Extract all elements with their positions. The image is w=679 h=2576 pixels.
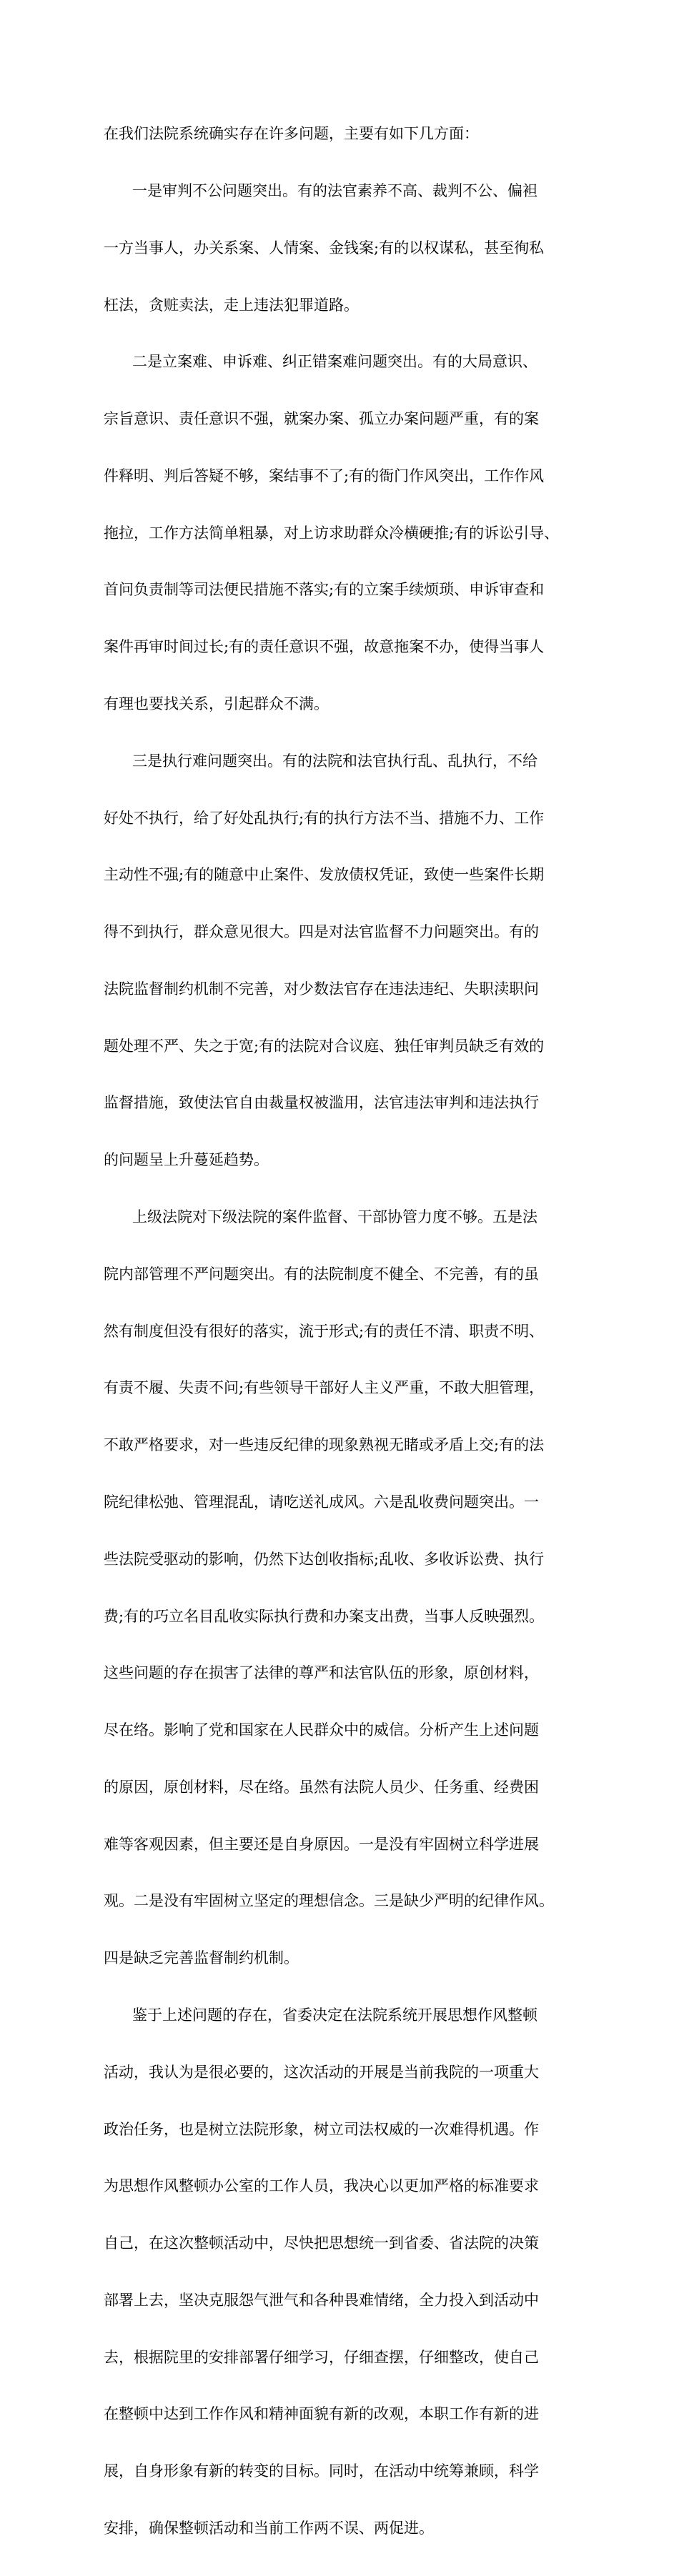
text-line: 在整顿中达到工作作风和精神面貌有新的改观，本职工作有新的进: [104, 2405, 539, 2423]
text-line: 部署上去，坚决克服怨气泄气和各种畏难情绪，全力投入到活动中: [104, 2291, 539, 2309]
text-line: 主动性不强;有的随意中止案件、发放债权凭证，致使一些案件长期: [104, 866, 545, 884]
body-text: [104, 86, 597, 2576]
text-line: 难等客观因素，但主要还是自身原因。一是没有牢固树立科学进展: [104, 1835, 539, 1853]
text-line: 宗旨意识、责任意识不强，就案办案、孤立办案问题严重，有的案: [104, 410, 539, 428]
text-line: 这些问题的存在损害了法律的尊严和法官队伍的形象，原创材料，: [104, 1664, 539, 1682]
text-line: 四是缺乏完善监督制约机制。: [104, 1949, 299, 1967]
text-line: 枉法，贪赃卖法，走上违法犯罪道路。: [104, 296, 359, 314]
text-line: 活动，我认为是很必要的，这次活动的开展是当前我院的一项重大: [104, 2063, 539, 2081]
text-line: 一是审判不公问题突出。有的法官素养不高、裁判不公、偏袒: [104, 181, 538, 199]
text-line: 为思想作风整顿办公室的工作人员，我决心以更加严格的标准要求: [104, 2177, 539, 2195]
text-line: 得不到执行，群众意见很大。四是对法官监督不力问题突出。有的: [104, 923, 539, 941]
text-line: 去，根据院里的安排部署仔细学习，仔细查摆，仔细整改，使自己: [104, 2348, 539, 2366]
text-line: 有责不履、失责不问;有些领导干部好人主义严重，不敢大胆管理，: [104, 1379, 545, 1397]
text-line: 展，自身形象有新的转变的目标。同时，在活动中统筹兼顾，科学: [104, 2462, 539, 2480]
text-line: 尽在络。影响了党和国家在人民群众中的威信。分析产生上述问题: [104, 1721, 539, 1739]
text-line: 一方当事人，办关系案、人情案、金钱案;有的以权谋私，甚至徇私: [104, 239, 545, 257]
text-line: 拖拉，工作方法简单粗暴，对上访求助群众冷横硬推;有的诉讼引导、: [104, 524, 560, 542]
text-line: 院内部管理不严问题突出。有的法院制度不健全、不完善，有的虽: [104, 1265, 539, 1283]
text-line: 监督措施，致使法官自由裁量权被滥用，法官违法审判和违法执行: [104, 1094, 539, 1112]
text-line: 然有制度但没有很好的落实，流于形式;有的责任不清、职责不明、: [104, 1322, 545, 1340]
text-line: 二是立案难、申诉难、纠正错案难问题突出。有的大局意识、: [104, 353, 538, 371]
text-line: 安排，确保整顿活动和当前工作两不误、两促进。: [104, 2520, 434, 2537]
text-line: 三是执行难问题突出。有的法院和法官执行乱、乱执行，不给: [104, 752, 538, 770]
text-line: 自己，在这次整顿活动中，尽快把思想统一到省委、省法院的决策: [104, 2234, 539, 2252]
text-line: 件释明、判后答疑不够，案结事不了;有的衙门作风突出，工作作风: [104, 467, 545, 484]
text-line: 观。二是没有牢固树立坚定的理想信念。三是缺少严明的纪律作风。: [104, 1892, 554, 1910]
text-line: 的问题呈上升蔓延趋势。: [104, 1151, 269, 1169]
text-line: 法院监督制约机制不完善，对少数法官存在违法违纪、失职渎职问: [104, 980, 539, 998]
text-line: 首问负责制等司法便民措施不落实;有的立案手续烦琐、申诉审查和: [104, 581, 545, 599]
text-line: 的原因，原创材料，尽在络。虽然有法院人员少、任务重、经费困: [104, 1778, 539, 1796]
text-line: 不敢严格要求，对一些违反纪律的现象熟视无睹或矛盾上交;有的法: [104, 1436, 545, 1454]
text-line: 鉴于上述问题的存在，省委决定在法院系统开展思想作风整顿: [104, 2006, 538, 2024]
text-line: 费;有的巧立名目乱收实际执行费和办案支出费，当事人反映强烈。: [104, 1607, 545, 1625]
text-line: 院纪律松弛、管理混乱，请吃送礼成风。六是乱收费问题突出。一: [104, 1493, 539, 1511]
text-line: 案件再审时间过长;有的责任意识不强，故意拖案不办，使得当事人: [104, 638, 545, 656]
text-line: 有理也要找关系，引起群众不满。: [104, 695, 329, 712]
text-line: 上级法院对下级法院的案件监督、干部协管力度不够。五是法: [104, 1208, 538, 1226]
text-line: 政治任务，也是树立法院形象，树立司法权威的一次难得机遇。作: [104, 2120, 539, 2138]
text-line: 在我们法院系统确实存在许多问题，主要有如下几方面：: [104, 125, 479, 143]
text-line: 些法院受驱动的影响，仍然下达创收指标;乱收、多收诉讼费、执行: [104, 1550, 545, 1568]
text-line: 题处理不严、失之于宽;有的法院对合议庭、独任审判员缺乏有效的: [104, 1037, 545, 1055]
text-line: 好处不执行，给了好处乱执行;有的执行方法不当、措施不力、工作: [104, 809, 545, 827]
